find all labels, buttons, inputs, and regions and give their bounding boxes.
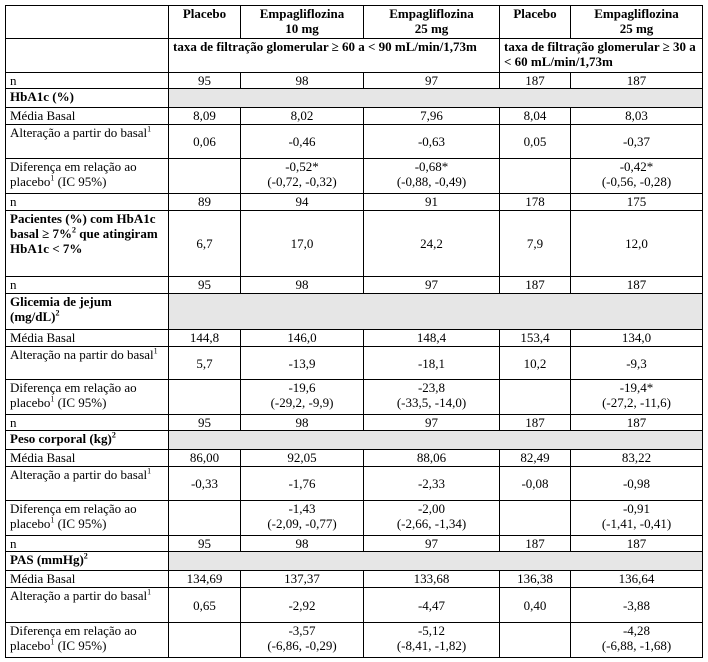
table-row	[6, 588, 703, 623]
value-cell: 10,2	[500, 347, 571, 380]
value-cell: 7,9	[500, 211, 571, 277]
value-cell: 178	[500, 194, 571, 211]
value-cell: 8,09	[169, 108, 241, 125]
label-text: (IC 95%)	[54, 395, 107, 410]
group-header-60-90: taxa de filtração glomerular ≥ 60 a < 90 mL/min/1,73m	[169, 39, 500, 73]
section-shade	[169, 431, 703, 450]
header-empagliflozina-25mg-2: Empagliflozina 25 mg	[571, 6, 703, 39]
value-cell: 82,49	[500, 450, 571, 467]
row-label	[6, 347, 169, 380]
label-text: Alteração a partir do basal	[10, 588, 148, 603]
footnote-marker: 1	[147, 124, 152, 134]
row-label	[6, 467, 169, 501]
value-cell: 5,7	[169, 347, 241, 380]
value-cell: 83,22	[571, 450, 703, 467]
value-cell: 17,0	[241, 211, 364, 277]
row-label	[6, 380, 169, 415]
label-text: Diferença em relação ao placebo	[10, 159, 137, 189]
value-cell: 98	[241, 536, 364, 552]
value-cell: -2,00 (-2,66, -1,34)	[364, 501, 500, 536]
value-cell: -0,46	[241, 125, 364, 159]
value-cell: -2,92	[241, 588, 364, 623]
row-label	[6, 501, 169, 536]
label-text: (IC 95%)	[54, 638, 107, 653]
label-text: PAS (mmHg)	[10, 552, 84, 567]
row-label	[6, 211, 169, 277]
value-cell: 187	[500, 73, 571, 89]
value-cell: -18,1	[364, 347, 500, 380]
value-cell	[500, 501, 571, 536]
value-cell: 187	[500, 277, 571, 294]
value-cell: -0,91 (-1,41, -0,41)	[571, 501, 703, 536]
group-row	[6, 39, 703, 73]
table-row	[6, 501, 703, 536]
value-cell: -0,68* (-0,88, -0,49)	[364, 159, 500, 194]
row-label: n	[6, 194, 169, 211]
header-empagliflozina-10mg: Empagliflozina 10 mg	[241, 6, 364, 39]
section-row-pas	[6, 552, 703, 571]
group-header-30-60: taxa de filtração glomerular ≥ 30 a < 60 mL/min/1,73m	[500, 39, 703, 73]
table-row	[6, 73, 703, 89]
label-text: (IC 95%)	[54, 174, 107, 189]
table-row	[6, 330, 703, 347]
label-text: Diferença em relação ao placebo	[10, 623, 137, 653]
value-cell: 95	[169, 536, 241, 552]
footnote-marker: 1	[147, 587, 152, 597]
section-shade	[169, 294, 703, 330]
table-row	[6, 125, 703, 159]
value-cell: 187	[571, 73, 703, 89]
label-text: (IC 95%)	[54, 516, 107, 531]
value-cell: 146,0	[241, 330, 364, 347]
table-row	[6, 467, 703, 501]
value-cell: 187	[500, 536, 571, 552]
footnote-marker: 1	[50, 394, 55, 404]
value-cell: -23,8 (-33,5, -14,0)	[364, 380, 500, 415]
footnote-marker: 2	[111, 430, 116, 440]
row-label: n	[6, 415, 169, 431]
table-row	[6, 347, 703, 380]
value-cell: 24,2	[364, 211, 500, 277]
value-cell: 8,02	[241, 108, 364, 125]
value-cell: -4,47	[364, 588, 500, 623]
header-empagliflozina-25mg-1: Empagliflozina 25 mg	[364, 6, 500, 39]
section-shade	[169, 552, 703, 571]
value-cell: 148,4	[364, 330, 500, 347]
section-title-peso	[6, 431, 169, 450]
table-row	[6, 450, 703, 467]
value-cell: 0,65	[169, 588, 241, 623]
value-cell: 98	[241, 415, 364, 431]
table-row	[6, 536, 703, 552]
value-cell: 92,05	[241, 450, 364, 467]
value-cell	[169, 380, 241, 415]
value-cell: 91	[364, 194, 500, 211]
section-shade	[169, 89, 703, 108]
footnote-marker: 1	[50, 173, 55, 183]
table-row	[6, 380, 703, 415]
footnote-marker: 1	[50, 515, 55, 525]
table-row	[6, 623, 703, 658]
value-cell: 98	[241, 73, 364, 89]
header-row	[6, 6, 703, 39]
label-text: Peso corporal (kg)	[10, 431, 112, 446]
value-cell: 0,05	[500, 125, 571, 159]
value-cell: -4,28 (-6,88, -1,68)	[571, 623, 703, 658]
value-cell	[169, 501, 241, 536]
value-cell: -1,76	[241, 467, 364, 501]
label-text: Pacientes (%) com HbA1c basal ≥ 7%	[10, 211, 156, 241]
header-placebo-1: Placebo	[169, 6, 241, 39]
value-cell: 136,64	[571, 571, 703, 588]
value-cell: -3,88	[571, 588, 703, 623]
section-row-hba1c	[6, 89, 703, 108]
label-text: Alteração na partir do basal	[10, 347, 154, 362]
row-label	[6, 623, 169, 658]
table-row	[6, 194, 703, 211]
section-title-glicemia	[6, 294, 169, 330]
value-cell: 97	[364, 73, 500, 89]
value-cell: -5,12 (-8,41, -1,82)	[364, 623, 500, 658]
row-label: n	[6, 277, 169, 294]
value-cell: 95	[169, 415, 241, 431]
value-cell: -0,33	[169, 467, 241, 501]
row-label: Média Basal	[6, 450, 169, 467]
header-placebo-2: Placebo	[500, 6, 571, 39]
footnote-marker: 2	[72, 225, 77, 235]
value-cell: 95	[169, 277, 241, 294]
value-cell: 97	[364, 536, 500, 552]
value-cell: 7,96	[364, 108, 500, 125]
value-cell: 134,69	[169, 571, 241, 588]
value-cell: 8,03	[571, 108, 703, 125]
value-cell: 133,68	[364, 571, 500, 588]
value-cell: -3,57 (-6,86, -0,29)	[241, 623, 364, 658]
value-cell: 187	[571, 536, 703, 552]
value-cell: 86,00	[169, 450, 241, 467]
value-cell	[169, 159, 241, 194]
footnote-marker: 1	[153, 346, 158, 356]
value-cell: 94	[241, 194, 364, 211]
value-cell: 8,04	[500, 108, 571, 125]
label-text: que atingiram HbA1c < 7%	[10, 226, 158, 256]
row-label: Média Basal	[6, 330, 169, 347]
section-row-glicemia	[6, 294, 703, 330]
value-cell: 89	[169, 194, 241, 211]
section-row-peso	[6, 431, 703, 450]
footnote-marker: 1	[147, 466, 152, 476]
value-cell: 0,40	[500, 588, 571, 623]
table-row	[6, 108, 703, 125]
value-cell: 134,0	[571, 330, 703, 347]
value-cell	[169, 623, 241, 658]
value-cell: -0,63	[364, 125, 500, 159]
row-label: Média Basal	[6, 571, 169, 588]
value-cell: 95	[169, 73, 241, 89]
value-cell: -1,43 (-2,09, -0,77)	[241, 501, 364, 536]
value-cell: 97	[364, 277, 500, 294]
value-cell	[500, 380, 571, 415]
group-empty-cell	[6, 39, 169, 73]
value-cell: -19,6 (-29,2, -9,9)	[241, 380, 364, 415]
row-label	[6, 125, 169, 159]
row-label: n	[6, 73, 169, 89]
section-title-hba1c: HbA1c (%)	[6, 89, 169, 108]
footnote-marker: 1	[50, 637, 55, 647]
label-text: Alteração a partir do basal	[10, 467, 148, 482]
table-row	[6, 571, 703, 588]
row-label	[6, 159, 169, 194]
value-cell: 0,06	[169, 125, 241, 159]
label-text: Alteração a partir do basal	[10, 125, 148, 140]
label-text: Glicemia de jejum (mg/dL)	[10, 294, 112, 324]
value-cell: 6,7	[169, 211, 241, 277]
footnote-marker: 2	[83, 551, 88, 561]
value-cell: 144,8	[169, 330, 241, 347]
table-row	[6, 211, 703, 277]
value-cell: 97	[364, 415, 500, 431]
value-cell: 136,38	[500, 571, 571, 588]
value-cell: 187	[571, 415, 703, 431]
row-label: Média Basal	[6, 108, 169, 125]
value-cell	[500, 159, 571, 194]
table-row	[6, 277, 703, 294]
header-empty-cell	[6, 6, 169, 39]
footnote-marker: 2	[55, 308, 60, 318]
label-text: Diferença em relação ao placebo	[10, 380, 137, 410]
value-cell: 137,37	[241, 571, 364, 588]
row-label: n	[6, 536, 169, 552]
value-cell: -19,4* (-27,2, -11,6)	[571, 380, 703, 415]
table-row	[6, 415, 703, 431]
results-table	[5, 5, 703, 658]
table-row	[6, 159, 703, 194]
value-cell: 187	[571, 277, 703, 294]
value-cell: -0,98	[571, 467, 703, 501]
value-cell	[500, 623, 571, 658]
value-cell: -13,9	[241, 347, 364, 380]
value-cell: 12,0	[571, 211, 703, 277]
value-cell: -9,3	[571, 347, 703, 380]
value-cell: -0,08	[500, 467, 571, 501]
value-cell: -0,42* (-0,56, -0,28)	[571, 159, 703, 194]
value-cell: -0,37	[571, 125, 703, 159]
value-cell: -2,33	[364, 467, 500, 501]
row-label	[6, 588, 169, 623]
value-cell: 98	[241, 277, 364, 294]
value-cell: -0,52* (-0,72, -0,32)	[241, 159, 364, 194]
value-cell: 88,06	[364, 450, 500, 467]
label-text: Diferença em relação ao placebo	[10, 501, 137, 531]
value-cell: 175	[571, 194, 703, 211]
section-title-pas	[6, 552, 169, 571]
value-cell: 153,4	[500, 330, 571, 347]
value-cell: 187	[500, 415, 571, 431]
